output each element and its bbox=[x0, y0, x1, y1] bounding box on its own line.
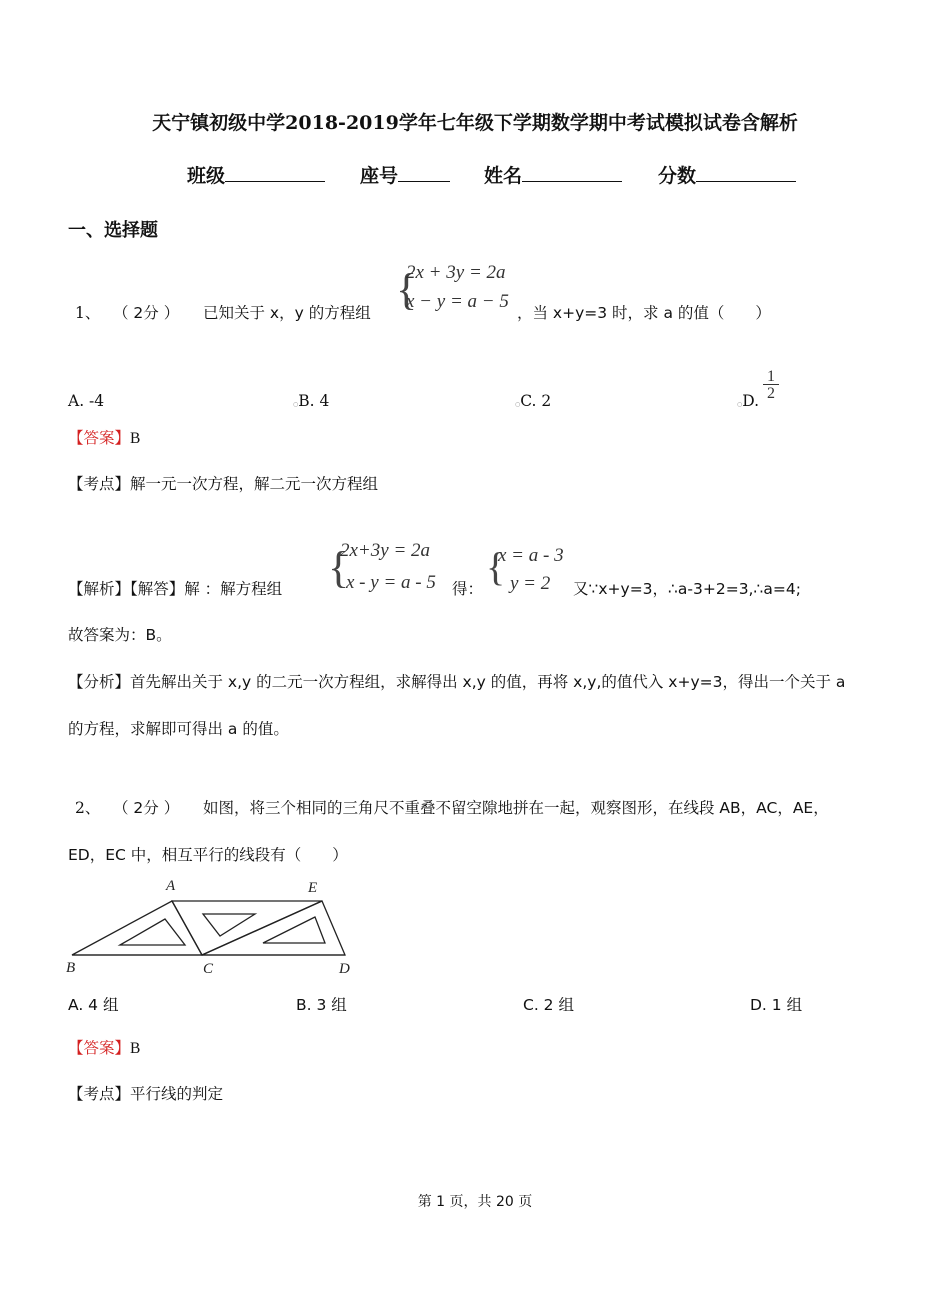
q2-answer bbox=[68, 1036, 140, 1058]
answer-tag: 【答案】 bbox=[68, 429, 131, 447]
triangle-ecd bbox=[202, 901, 345, 955]
q2-kaodian: 【考点】平行线的判定 bbox=[68, 1085, 224, 1103]
q2-option-b: B. 3 组 bbox=[296, 996, 347, 1014]
q1-kaodian: 【考点】解一元一次方程，解二元一次方程组 bbox=[68, 475, 379, 493]
triangle-abc-inner bbox=[120, 919, 185, 945]
q2-option-d: D. 1 组 bbox=[750, 996, 803, 1014]
answer-value: B bbox=[130, 430, 141, 447]
q1-stem-tail: ，当 x+y=3 时，求 a 的值（ ） bbox=[517, 304, 771, 322]
q1-jiexi-tail: 又∵x+y=3，∴a-3+2=3,∴a=4; bbox=[573, 580, 801, 598]
q1-equation-system bbox=[396, 262, 521, 322]
score-blank bbox=[696, 163, 796, 182]
q1-fenxi-line-2: 的方程，求解即可得出 a 的值。 bbox=[68, 720, 289, 738]
name-field bbox=[484, 161, 622, 188]
triangle-abc bbox=[72, 901, 202, 955]
q1-score: （ 2分 ） bbox=[113, 304, 180, 322]
label-c: C bbox=[203, 961, 214, 977]
name-label: 姓名 bbox=[484, 165, 523, 187]
q1-jiexi-label: 【解析】【解答】解 ：解方程组 bbox=[68, 580, 283, 598]
page-footer: 第 1 页，共 20 页 bbox=[417, 1194, 533, 1210]
name-blank bbox=[522, 163, 622, 182]
label-a: A bbox=[166, 878, 176, 894]
q1-option-d: ○D. bbox=[737, 392, 760, 410]
fraction-denominator: 2 bbox=[763, 384, 779, 403]
label-d: D bbox=[339, 961, 350, 977]
class-blank bbox=[225, 163, 325, 182]
jiexi-eq-2: x - y = a - 5 bbox=[346, 572, 436, 593]
q1-eq-2: x − y = a − 5 bbox=[406, 291, 509, 312]
triangle-aec bbox=[172, 901, 322, 955]
solution-y: y = 2 bbox=[510, 573, 551, 594]
jiexi-eq-1: 2x+3y = 2a bbox=[340, 540, 431, 561]
q1-eq-1: 2x + 3y = 2a bbox=[406, 262, 506, 283]
q2-stem-line-2: ED，EC 中，相互平行的线段有（ ） bbox=[68, 846, 348, 864]
left-brace: { bbox=[328, 543, 350, 592]
q1-jiexi-solution bbox=[486, 545, 571, 600]
label-e: E bbox=[308, 880, 318, 896]
q2-option-c: C. 2 组 bbox=[523, 996, 574, 1014]
q2-score: （ 2分 ） bbox=[113, 799, 180, 817]
q1-option-c: ○C. 2 bbox=[515, 392, 552, 410]
answer-tag: 【答案】 bbox=[68, 1039, 131, 1057]
answer-value: B bbox=[130, 1040, 141, 1057]
q1-number: 1、 bbox=[75, 304, 101, 322]
q2-stem-line-1: 如图，将三个相同的三角尺不重叠不留空隙地拼在一起，观察图形，在线段 AB，AC，AE， bbox=[203, 799, 829, 817]
q1-option-a: A. -4 bbox=[68, 392, 105, 410]
fraction-numerator: 1 bbox=[767, 368, 775, 385]
score-field bbox=[658, 161, 796, 188]
solution-x: x = a - 3 bbox=[498, 545, 564, 566]
class-field bbox=[187, 161, 325, 188]
seat-blank bbox=[398, 163, 450, 182]
seat-label: 座号 bbox=[360, 165, 399, 187]
q1-fenxi-line-1: 【分析】首先解出关于 x,y 的二元一次方程组，求解得出 x,y 的值，再将 x,y,的值代入 x+y=3，得出一个关于 a bbox=[68, 673, 846, 691]
q1-option-b: ○B. 4 bbox=[293, 392, 330, 410]
q2-number: 2、 bbox=[75, 799, 101, 817]
left-brace: { bbox=[396, 265, 418, 314]
q1-jiexi-de: 得： bbox=[452, 580, 484, 598]
q1-conclusion: 故答案为：B。 bbox=[68, 626, 172, 644]
q1-option-d-fraction bbox=[763, 368, 779, 403]
page-title: 天宁镇初级中学2018-2019学年七年级下学期数学期中考试模拟试卷含解析 bbox=[152, 112, 798, 134]
seat-field bbox=[360, 161, 450, 188]
triangle-aec-inner bbox=[203, 914, 255, 936]
q1-jiexi-system bbox=[328, 540, 448, 600]
triangles-figure bbox=[60, 875, 370, 980]
score-label: 分数 bbox=[658, 165, 697, 187]
triangle-ecd-inner bbox=[263, 917, 325, 943]
q1-answer bbox=[68, 426, 140, 448]
class-label: 班级 bbox=[187, 165, 226, 187]
section-heading: 一、选择题 bbox=[68, 220, 158, 241]
q1-stem: 已知关于 x，y 的方程组 bbox=[203, 304, 371, 322]
q2-option-a: A. 4 组 bbox=[68, 996, 119, 1014]
label-b: B bbox=[66, 960, 76, 976]
left-brace: { bbox=[486, 544, 506, 589]
